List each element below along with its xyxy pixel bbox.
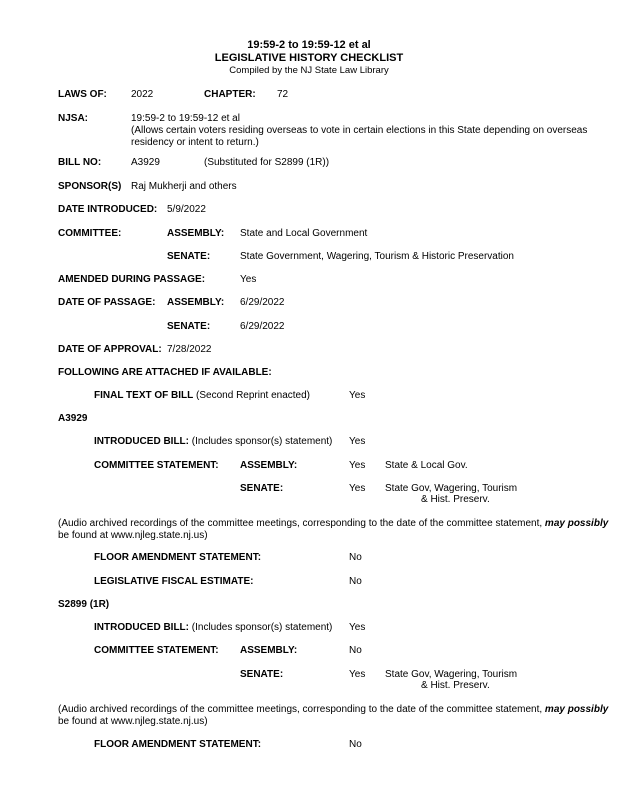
a3929-audio-note-emph: may possibly: [544, 518, 609, 529]
s2899-assembly-label: ASSEMBLY:: [240, 645, 298, 656]
a3929-floor-label: FLOOR AMENDMENT STATEMENT:: [94, 552, 262, 563]
committee-senate-label: SENATE:: [167, 251, 211, 262]
a3929-committee-statement-label: COMMITTEE STATEMENT:: [94, 460, 219, 471]
s2899-introduced-rest: (Includes sponsor(s) statement): [189, 622, 333, 633]
s2899-audio-note-post: be found at www.njleg.state.nj.us): [58, 716, 208, 727]
a3929-assembly-value: Yes: [349, 460, 366, 471]
njsa-description: (Allows certain voters residing overseas to vote in certain elections in this State depending on overseas residency or intent to return.): [131, 125, 588, 148]
committee-senate-value: State Government, Wagering, Tourism & Historic Preservation: [240, 251, 514, 262]
a3929-senate-committee-1: State Gov, Wagering, Tourism: [385, 483, 518, 494]
committee-assembly-value: State and Local Government: [240, 228, 368, 239]
passage-senate-label: SENATE:: [167, 321, 211, 332]
s2899-senate-committee-1: State Gov, Wagering, Tourism: [385, 669, 518, 680]
s2899-floor-value: No: [349, 739, 362, 750]
s2899-senate-value: Yes: [349, 669, 366, 680]
bill-no-value: A3929: [131, 157, 160, 168]
a3929-assembly-label: ASSEMBLY:: [240, 460, 298, 471]
s2899-introduced-bold: INTRODUCED BILL:: [94, 622, 189, 633]
sponsor-value: Raj Mukherji and others: [131, 181, 237, 192]
committee-label: COMMITTEE:: [58, 228, 122, 239]
a3929-fiscal-label: LEGISLATIVE FISCAL ESTIMATE:: [94, 576, 254, 587]
final-text-label-bold: FINAL TEXT OF BILL: [94, 390, 194, 401]
amended-value: Yes: [240, 274, 257, 285]
a3929-audio-note-pre: (Audio archived recordings of the committee meetings, corresponding to the date of the committee statement,: [58, 518, 545, 529]
s2899-introduced-value: Yes: [349, 622, 366, 633]
a3929-audio-note-line1: [58, 518, 608, 530]
a3929-introduced-label: [94, 436, 332, 448]
final-text-value: Yes: [349, 390, 366, 401]
passage-assembly-value: 6/29/2022: [240, 297, 285, 308]
laws-of-label: LAWS OF:: [58, 89, 107, 100]
sponsor-label: SPONSOR(S): [58, 181, 122, 192]
title-line-1: 19:59-2 to 19:59-12 et al: [247, 39, 371, 51]
s2899-audio-note-line1: [58, 704, 608, 716]
bill-substituted: (Substituted for S2899 (1R)): [204, 157, 330, 168]
passage-assembly-label: ASSEMBLY:: [167, 297, 225, 308]
compiled-by: Compiled by the NJ State Law Library: [229, 65, 389, 76]
date-introduced-label: DATE INTRODUCED:: [58, 204, 158, 215]
passage-senate-value: 6/29/2022: [240, 321, 285, 332]
a3929-floor-value: No: [349, 552, 362, 563]
njsa-value: 19:59-2 to 19:59-12 et al: [131, 113, 240, 124]
a3929-senate-label: SENATE:: [240, 483, 284, 494]
title-line-2: LEGISLATIVE HISTORY CHECKLIST: [214, 52, 404, 64]
s2899-heading: S2899 (1R): [58, 599, 110, 610]
s2899-floor-label: FLOOR AMENDMENT STATEMENT:: [94, 739, 262, 750]
s2899-audio-note-emph: may possibly: [544, 704, 609, 715]
a3929-assembly-committee: State & Local Gov.: [385, 460, 468, 471]
final-text-label-rest: (Second Reprint enacted): [193, 390, 310, 401]
a3929-heading: A3929: [58, 413, 88, 424]
bill-no-label: BILL NO:: [58, 157, 102, 168]
chapter-value: 72: [277, 89, 289, 100]
final-text-label: [94, 390, 310, 402]
s2899-committee-statement-label: COMMITTEE STATEMENT:: [94, 645, 219, 656]
a3929-fiscal-value: No: [349, 576, 362, 587]
a3929-introduced-value: Yes: [349, 436, 366, 447]
s2899-assembly-value: No: [349, 645, 362, 656]
a3929-senate-committee-2: & Hist. Preserv.: [421, 494, 490, 505]
a3929-senate-value: Yes: [349, 483, 366, 494]
s2899-audio-note-pre: (Audio archived recordings of the committee meetings, corresponding to the date of the committee statement,: [58, 704, 545, 715]
date-of-approval-value: 7/28/2022: [167, 344, 212, 355]
s2899-introduced-label: [94, 622, 332, 634]
chapter-label: CHAPTER:: [204, 89, 256, 100]
date-of-approval-label: DATE OF APPROVAL:: [58, 344, 162, 355]
a3929-audio-note-post: be found at www.njleg.state.nj.us): [58, 530, 208, 541]
s2899-senate-committee-2: & Hist. Preserv.: [421, 680, 490, 691]
following-heading: FOLLOWING ARE ATTACHED IF AVAILABLE:: [58, 367, 272, 378]
date-introduced-value: 5/9/2022: [167, 204, 206, 215]
s2899-senate-label: SENATE:: [240, 669, 284, 680]
njsa-label: NJSA:: [58, 113, 89, 124]
committee-assembly-label: ASSEMBLY:: [167, 228, 225, 239]
a3929-introduced-bold: INTRODUCED BILL:: [94, 436, 189, 447]
amended-label: AMENDED DURING PASSAGE:: [58, 274, 206, 285]
laws-of-value: 2022: [131, 89, 154, 100]
a3929-introduced-rest: (Includes sponsor(s) statement): [189, 436, 333, 447]
date-of-passage-label: DATE OF PASSAGE:: [58, 297, 156, 308]
